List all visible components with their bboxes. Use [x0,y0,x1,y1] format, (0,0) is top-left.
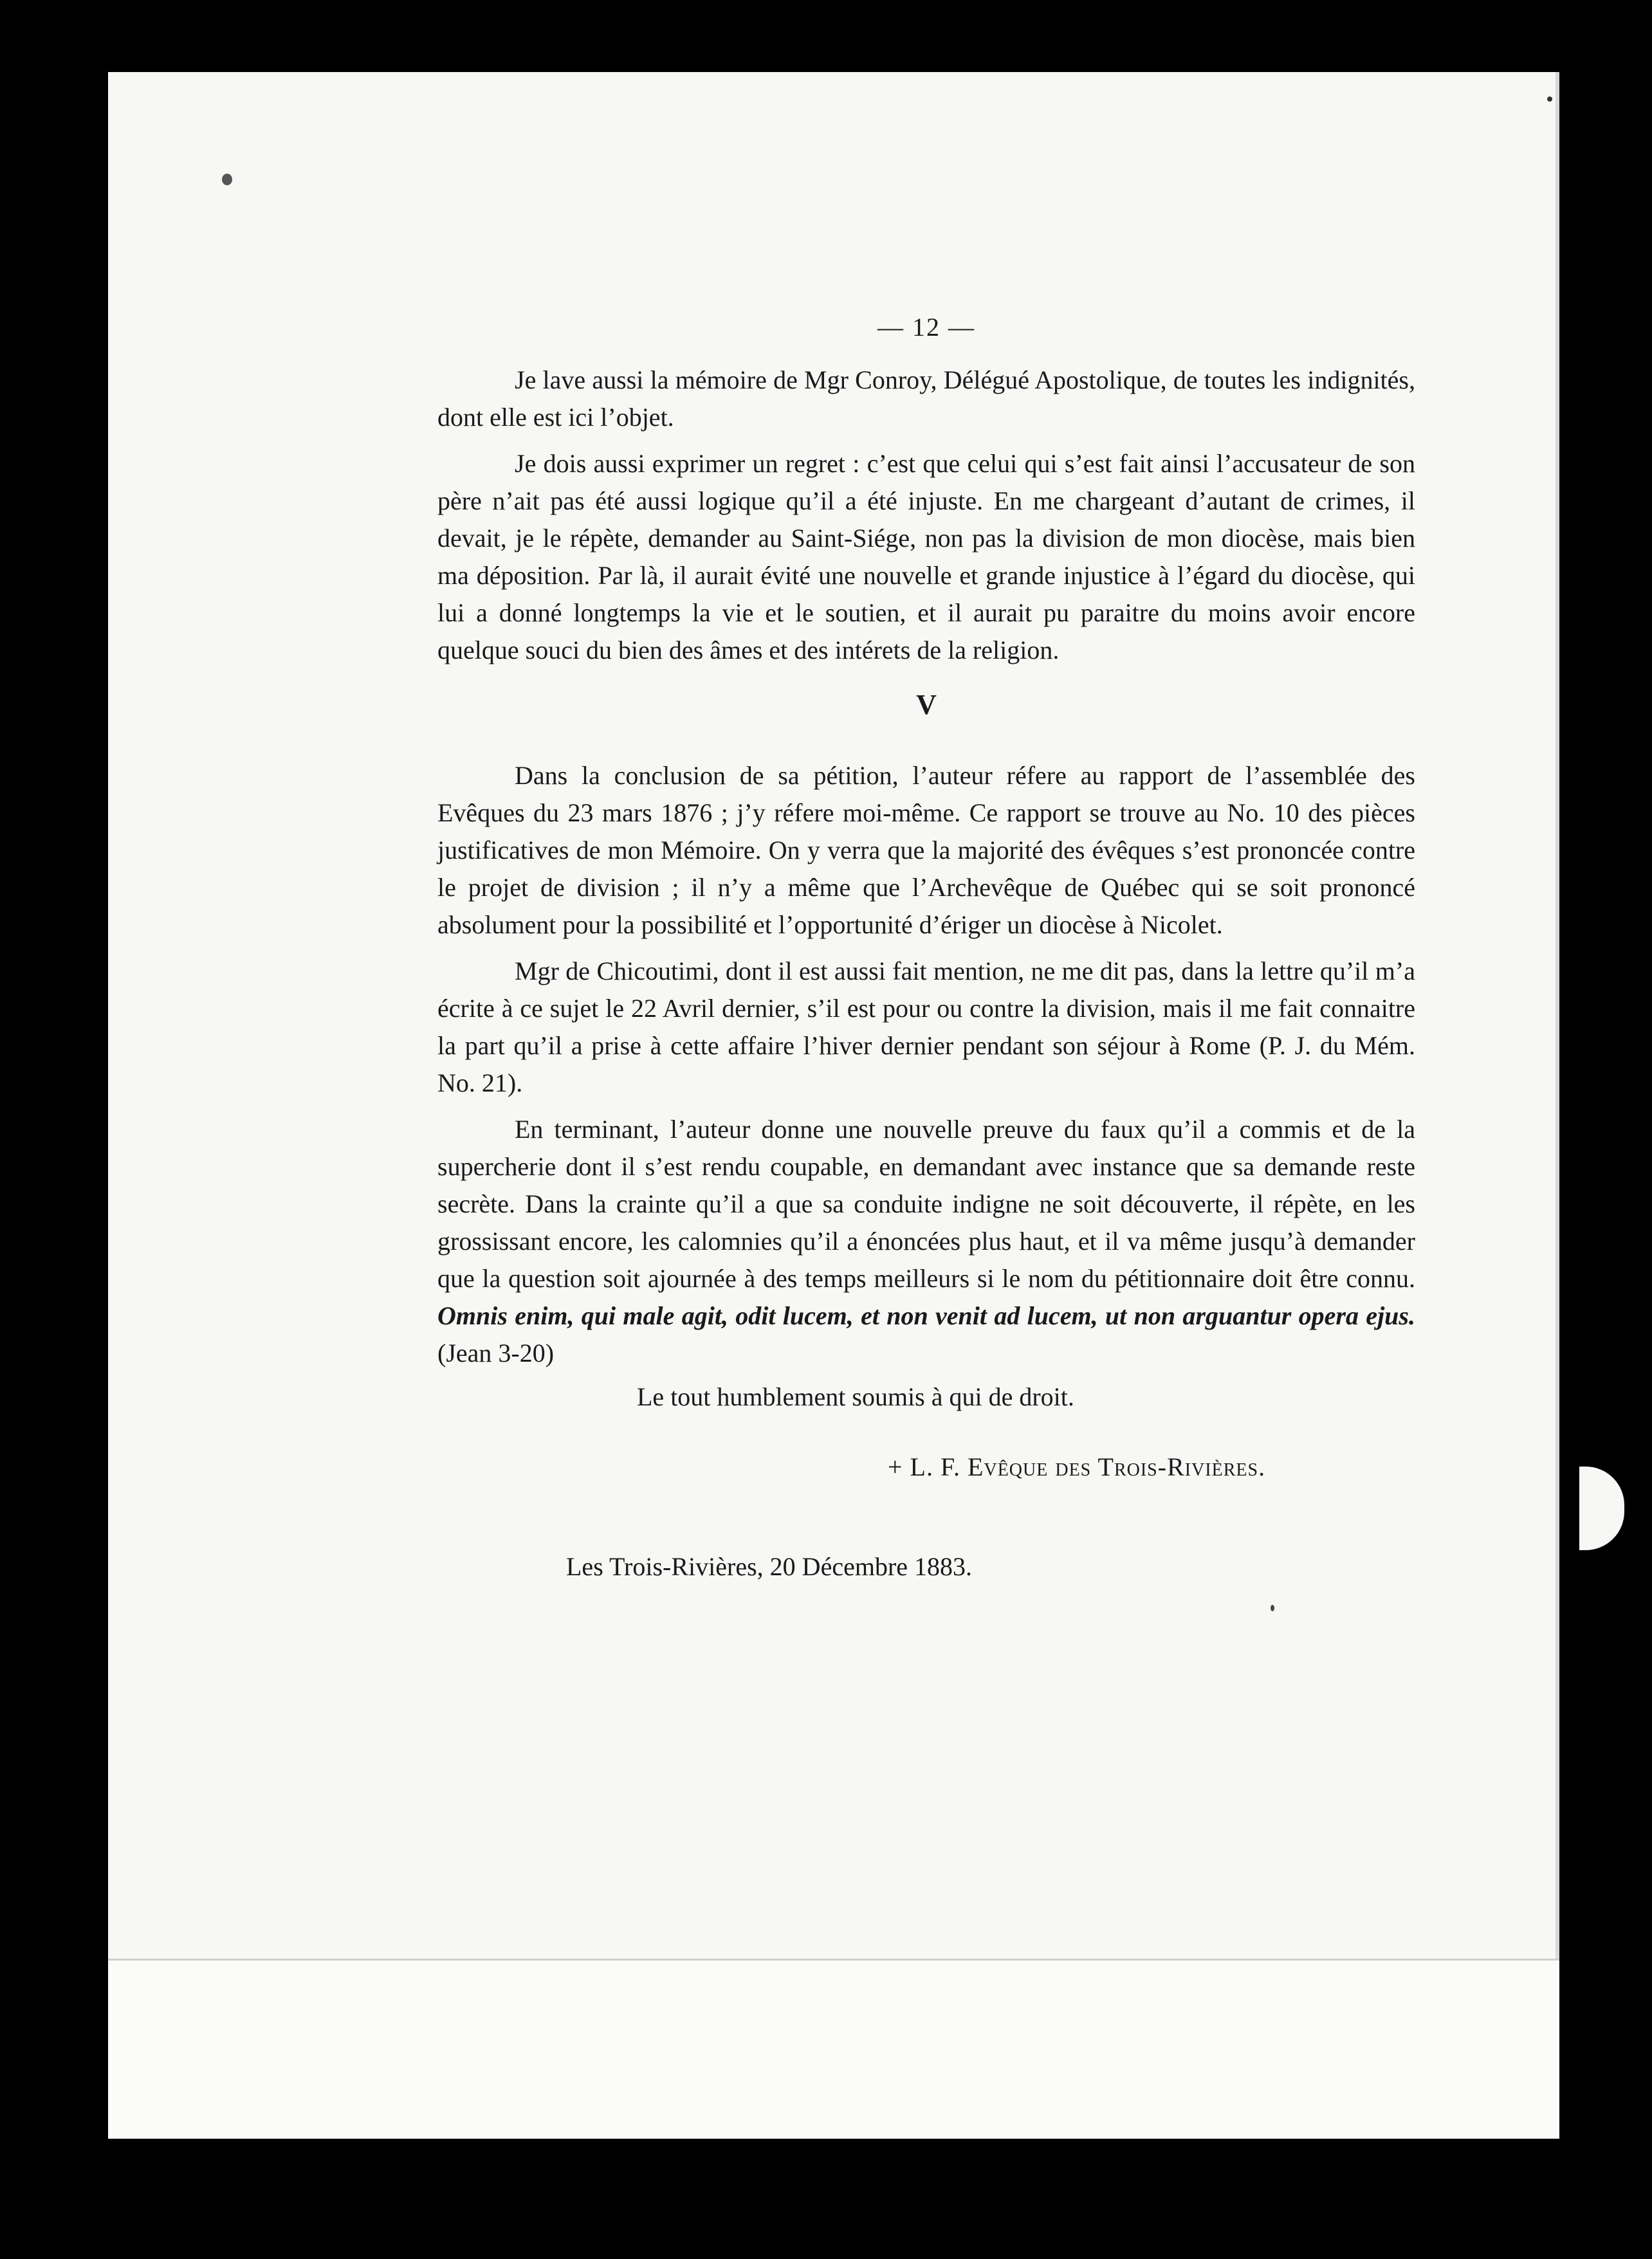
page-number: — 12 — [877,313,975,342]
scan-speck [222,174,232,185]
scan-speck [1271,1605,1274,1611]
section-mark: V [916,689,937,720]
paragraph: Je dois aussi exprimer un regret : c’est que celui qui s’est fait ainsi l’accusateur de son père n’ait pas été aussi logique qu’il a été injuste. En me chargeant d’autant de crimes, il devait, je le répète, demander au Saint-Siége, non pas la division de mon diocèse, mais bien ma déposition. Par là, il aurait évité une nouvelle et grande injustice à l’égard du diocèse, qui lui a donné longtemps la vie et le soutien, et il aurait pu paraitre du moins avoir encore quelque souci du bien des âmes et des intérets de la religion. [437,449,1415,664]
signature-initials: + L. F. [888,1452,961,1481]
latin-quote: Omnis enim, qui male agit, odit lucem, et non venit ad lucem, ut non arguantur opera ejus. [437,1301,1415,1330]
page-lower-margin [108,1959,1559,2139]
paragraph: Je lave aussi la mémoire de Mgr Conroy, Délégué Apostolique, de toutes les indignités, dont elle est ici l’objet. [437,365,1415,432]
document-body [437,312,1415,1582]
signature-title: Evêque des Trois-Rivières. [968,1452,1266,1481]
quote-reference: (Jean 3-20) [437,1339,555,1367]
signature [437,1452,1415,1482]
paragraph: Dans la conclusion de sa pétition, l’auteur réfere au rapport de l’assemblée des Evêques du 23 mars 1876 ; j’y réfere moi-même. Ce rapport se trouve au No. 10 des pièces justificatives de mon Mémoire. On y verra que la majorité des évêques s’est prononcée contre le projet de division ; il n’y a même que l’Archevêque de Québec qui se soit prononcé absolument pour la possibilité et l’opportunité d’ériger un diocèse à Nicolet. [437,761,1415,939]
paragraph-text: En terminant, l’auteur donne une nouvelle preuve du faux qu’il a commis et de la supercherie dont il s’est rendu coupable, en demandant avec instance que sa demande reste secrète. Dans la crainte qu’il a que sa conduite indigne ne soit découverte, il répète, en les grossissant encore, les calomnies qu’il a énoncées plus haut, et il va même jusqu’à demander que la question soit ajournée à des temps meilleurs si le nom du pétitionnaire doit être connu. [437,1115,1415,1293]
closing-line: Le tout humblement soumis à qui de droit. [637,1382,1074,1411]
paragraph-with-quote [437,1111,1415,1372]
paper-edge [1579,1467,1624,1550]
paragraph: Mgr de Chicoutimi, dont il est aussi fait mention, ne me dit pas, dans la lettre qu’il m’a écrite à ce sujet le 22 Avril dernier, s’il est pour ou contre la division, mais il me fait connaitre la part qu’il a prise à cette affaire l’hiver dernier pendant son séjour à Rome (P. J. du Mém. No. 21). [437,956,1415,1097]
scan-speck [1547,96,1552,102]
place-date: Les Trois-Rivières, 20 Décembre 1883. [566,1552,973,1581]
